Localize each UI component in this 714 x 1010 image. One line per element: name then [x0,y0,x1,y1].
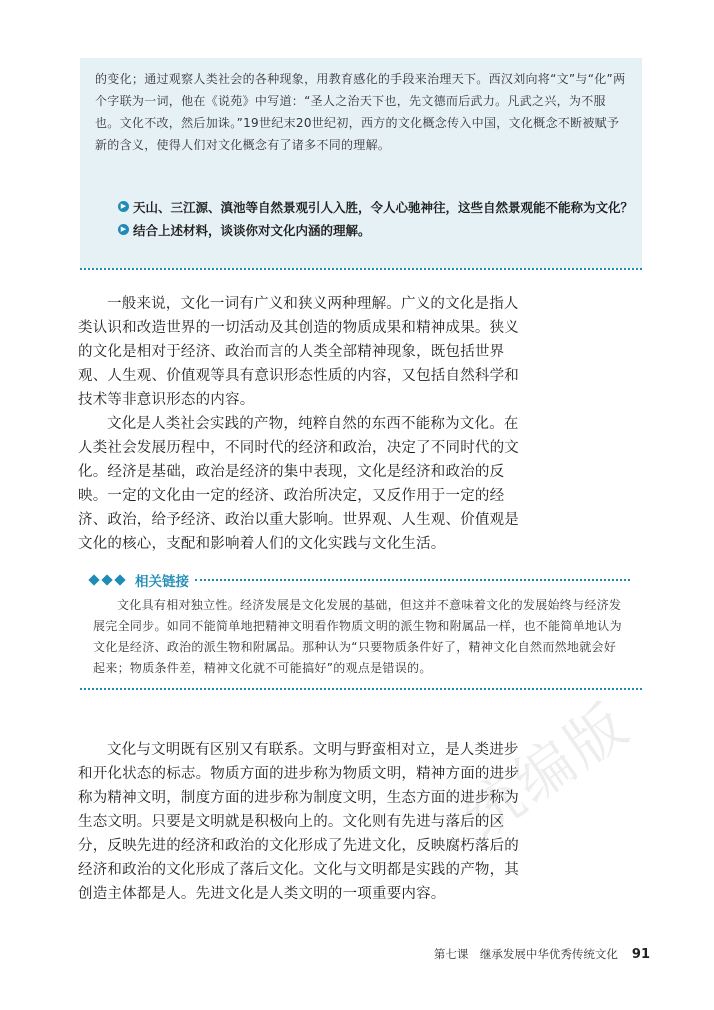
body-section-2 [78,738,533,906]
dotted-divider [195,579,630,581]
diamond-icon [101,574,112,585]
diamond-icon [114,574,125,585]
intro-text [95,68,630,156]
body-paragraph: 文化是人类社会实践的产物，纯粹自然的东西不能称为文化。在人类社会发展历程中，不同时代的经济和政治，决定了不同时代的文化。经济是基础，政治是经济的集中表现，文化是经济和政治的反映。一定的文化由一定的经济、政治所决定，又反作用于一定的经济、政治，给予经济、政治以重大影响。世界观、人生观、价值观是文化的核心，支配和影响着人们的文化实践与文化生活。 [78,416,519,552]
arrow-bullet-icon: ▶ [118,224,129,235]
dotted-divider [80,268,642,270]
related-link-text: 文化具有相对独立性。经济发展是文化发展的基础，但这并不意味着文化的发展始终与经济发展完全同步。如同不能简单地把精神文明看作物质文明的派生物和附属品一样，也不能简单地认为文化是经济、政治的派生物和附属品。那种认为“只要物质条件好了，精神文化自然而然地就会好起来；物质条件差，精神文化就不可能搞好”的观点是错误的。 [93,598,622,675]
question-item [118,195,638,218]
intro-paragraph: 的变化；通过观察人类社会的各种现象，用教育感化的手段来治理天下。西汉刘向将“文”与“化”两个字联为一词，他在《说苑》中写道：“圣人之治天下也，先文德而后武力。凡武之兴，为不服也。文化不改，然后加诛。”19世纪末20世纪初，西方的文化概念传入中国，文化概念不断被赋予新的含义，使得人们对文化概念有了诸多不同的理解。 [95,72,626,152]
body-section-1 [78,292,533,556]
page-number: 91 [631,946,650,962]
question-item [118,218,638,241]
body-paragraph: 一般来说，文化一词有广义和狭义两种理解。广义的文化是指人类认识和改造世界的一切活动及其创造的物质成果和精神成果。狭义的文化是相对于经济、政治而言的人类全部精神现象，既包括世界观、人生观、价值观等具有意识形态性质的内容，又包括自然科学和技术等非意识形态的内容。 [78,296,519,408]
diamond-icon [88,574,99,585]
related-link-body [93,595,628,679]
lesson-title: 第七课 继承发展中华优秀传统文化 [433,947,618,961]
question-text: 结合上述材料，谈谈你对文化内涵的理解。 [133,222,371,238]
question-list [118,195,638,241]
question-text: 天山、三江源、滇池等自然景观引人入胜，令人心驰神往，这些自然景观能不能称为文化？ [133,199,634,215]
arrow-bullet-icon: ▶ [118,201,129,212]
dotted-divider [80,688,642,690]
body-paragraph: 文化与文明既有区别又有联系。文明与野蛮相对立，是人类进步和开化状态的标志。物质方面的进步称为物质文明，精神方面的进步称为精神文明，制度方面的进步称为制度文明，生态方面的进步称为生态文明。只要是文明就是积极向上的。文化则有先进与落后的区分，反映先进的经济和政治的文化形成了先进文化，反映腐朽落后的经济和政治的文化形成了落后文化。文化与文明都是实践的产物，其创造主体都是人。先进文化是人类文明的一项重要内容。 [78,742,519,902]
watermark: 统编版 [450,689,643,852]
related-link-header [90,570,630,590]
related-link-title: 相关链接 [135,574,189,590]
page-footer [420,945,650,963]
